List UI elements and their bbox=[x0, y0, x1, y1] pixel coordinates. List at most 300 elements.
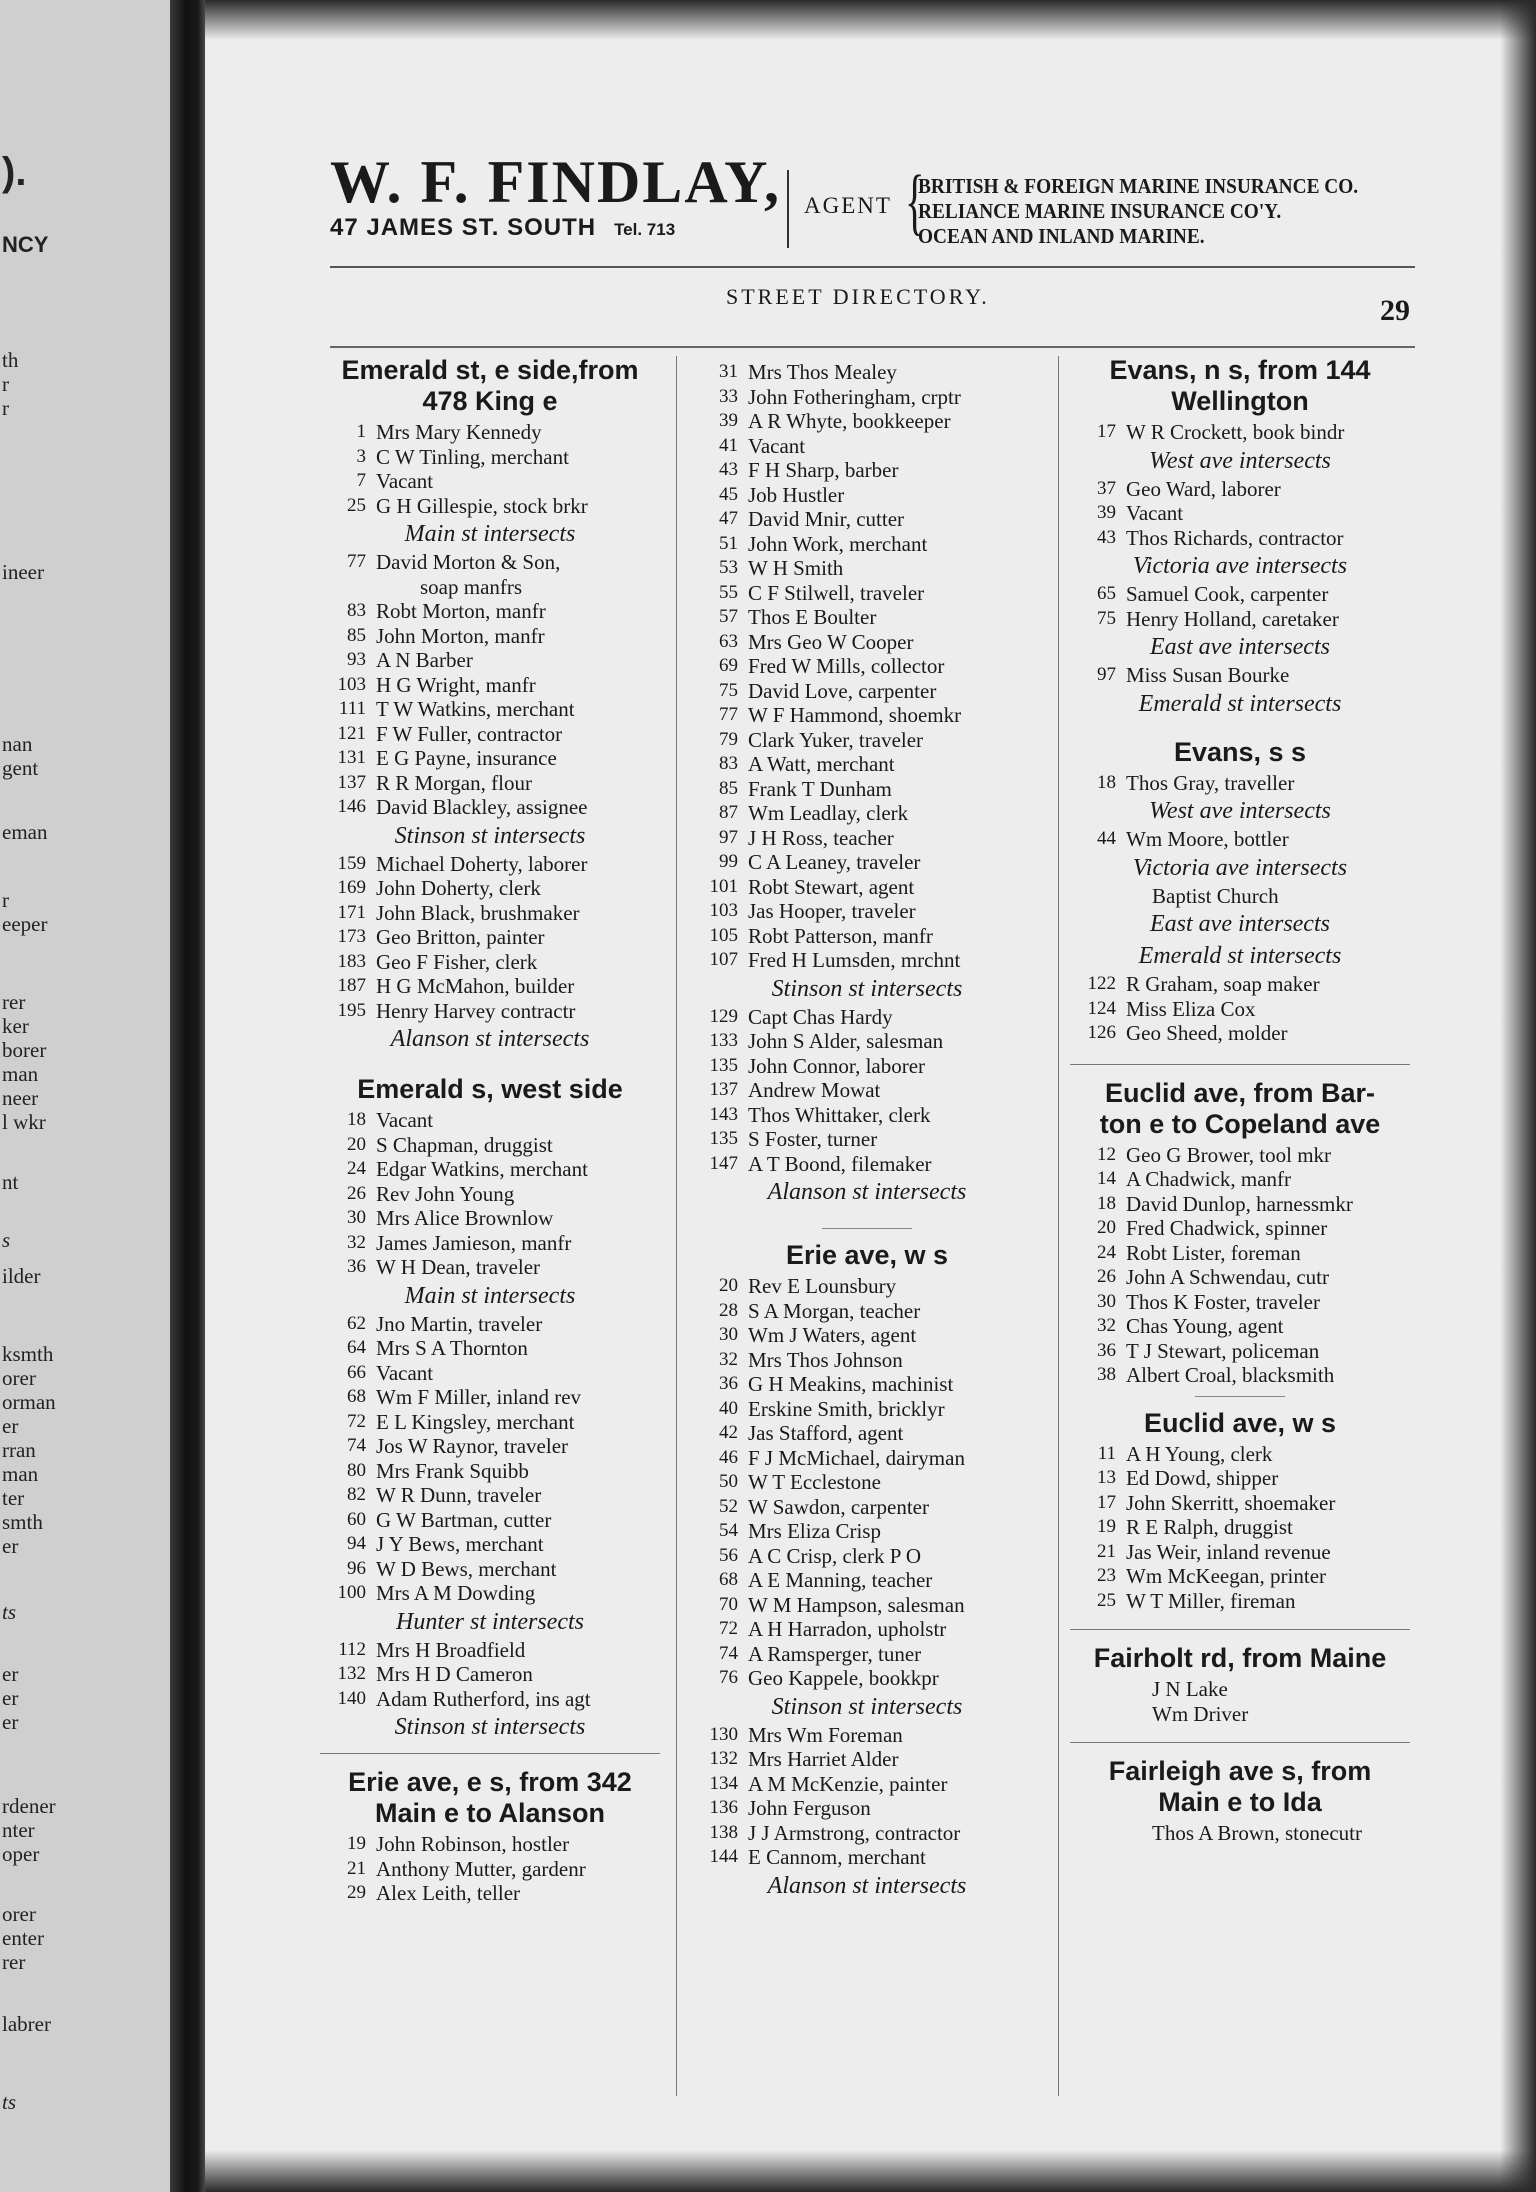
intersection-note: Alanson st intersects bbox=[390, 1026, 590, 1052]
resident-entry: soap manfrs bbox=[420, 574, 523, 599]
house-number: 131 bbox=[337, 747, 366, 768]
resident-entry: Geo Sheed, molder bbox=[1126, 1021, 1288, 1045]
entry-row bbox=[682, 1078, 1052, 1103]
house-number: 183 bbox=[337, 950, 366, 972]
resident-entry: Geo G Brower, tool mkr bbox=[1126, 1142, 1332, 1167]
entry-row bbox=[310, 1182, 670, 1207]
resident-entry: E L Kingsley, merchant bbox=[376, 1409, 575, 1434]
entry-row bbox=[310, 1255, 670, 1280]
entry-row bbox=[682, 1029, 1052, 1054]
entry-row bbox=[310, 1231, 670, 1256]
entry-row bbox=[682, 801, 1052, 826]
entry-row bbox=[682, 1127, 1052, 1152]
entry-row bbox=[310, 1108, 670, 1133]
resident-entry: W Sawdon, carpenter bbox=[748, 1494, 929, 1519]
entry-row bbox=[682, 1519, 1052, 1544]
resident-entry: Wm F Miller, inland rev bbox=[376, 1385, 582, 1409]
entry-row bbox=[310, 795, 670, 820]
left-page-text: r bbox=[2, 396, 9, 420]
section-heading: Emerald s, west side bbox=[357, 1074, 623, 1104]
entry-row bbox=[310, 1557, 670, 1582]
entry-row bbox=[682, 1103, 1052, 1128]
house-number: 83 bbox=[719, 753, 738, 774]
resident-entry: A Chadwick, manfr bbox=[1126, 1167, 1292, 1191]
resident-entry: Geo Ward, laborer bbox=[1126, 476, 1281, 501]
left-page-text: orman bbox=[2, 1390, 56, 1414]
left-page-text: ker bbox=[2, 1014, 29, 1038]
scan-bottom-edge bbox=[205, 2150, 1536, 2192]
resident-entry: John Doherty, clerk bbox=[376, 876, 541, 900]
resident-entry: Geo Britton, painter bbox=[376, 925, 545, 949]
heading-line: Fairleigh ave s, from bbox=[1108, 1756, 1372, 1786]
left-page-text: smth bbox=[2, 1510, 43, 1534]
house-number: 30 bbox=[719, 1324, 738, 1345]
intersection-note: Stinson st intersects bbox=[394, 1714, 586, 1740]
left-page-text: r bbox=[2, 372, 9, 396]
entry-row bbox=[1060, 1314, 1420, 1339]
entry-list bbox=[310, 420, 670, 518]
resident-entry: Ed Dowd, shipper bbox=[1126, 1466, 1279, 1490]
entry-row bbox=[1060, 501, 1420, 526]
left-page-text: rer bbox=[2, 990, 26, 1014]
advert-insurance-line: OCEAN AND INLAND MARINE. bbox=[918, 224, 1205, 248]
entry-row bbox=[1060, 1540, 1420, 1565]
entry-row bbox=[310, 1206, 670, 1231]
entry-text: J N Lake bbox=[1152, 1677, 1228, 1701]
house-number: 13 bbox=[1097, 1467, 1116, 1488]
entry-row bbox=[682, 679, 1052, 704]
entry-row bbox=[682, 654, 1052, 679]
entry-row bbox=[310, 494, 670, 519]
column-rule bbox=[1058, 356, 1059, 2096]
house-number: 173 bbox=[337, 926, 366, 947]
entry-row bbox=[310, 575, 670, 600]
entry-row bbox=[310, 1687, 670, 1712]
entry-row bbox=[1060, 1216, 1420, 1241]
resident-entry: Mrs Thos Johnson bbox=[748, 1347, 903, 1372]
heading-line: Evans, n s, from 144 bbox=[1109, 355, 1371, 385]
resident-entry: John Skerritt, shoemaker bbox=[1126, 1490, 1336, 1515]
resident-entry: T W Watkins, merchant bbox=[376, 697, 575, 721]
house-number: 68 bbox=[347, 1386, 366, 1407]
house-number: 93 bbox=[347, 649, 366, 670]
section-rule bbox=[1070, 1064, 1410, 1065]
house-number: 18 bbox=[347, 1109, 366, 1130]
left-page-text: ilder bbox=[2, 1264, 41, 1288]
heading-line: 478 King e bbox=[422, 386, 558, 416]
resident-entry: Thos Whittaker, clerk bbox=[748, 1102, 931, 1127]
entry-row bbox=[682, 1005, 1052, 1030]
section-heading: Evans, s s bbox=[1173, 736, 1307, 767]
entry-row bbox=[682, 1821, 1052, 1846]
resident-entry: Mrs H Broadfield bbox=[376, 1637, 526, 1662]
entry-row bbox=[682, 1593, 1052, 1618]
entry-list bbox=[682, 360, 1052, 973]
house-number: 44 bbox=[1097, 828, 1116, 849]
entry-row bbox=[310, 1312, 670, 1337]
section-emerald-west-continued bbox=[682, 360, 1052, 1208]
house-number: 195 bbox=[337, 999, 366, 1021]
intersection-note: West ave intersects bbox=[1149, 798, 1331, 824]
house-number: 100 bbox=[337, 1582, 366, 1603]
entry-row bbox=[310, 950, 670, 975]
house-number: 107 bbox=[709, 949, 738, 970]
resident-entry: Chas Young, agent bbox=[1126, 1314, 1284, 1338]
entry-list bbox=[310, 1638, 670, 1712]
entry-list bbox=[310, 1108, 670, 1280]
intersection-note: Stinson st intersects bbox=[771, 1693, 963, 1720]
entry-row bbox=[310, 697, 670, 722]
intersection-note: Main st intersects bbox=[404, 1282, 576, 1309]
entry-row bbox=[1060, 1143, 1420, 1168]
entry-row bbox=[310, 1410, 670, 1435]
house-number: 39 bbox=[719, 410, 738, 431]
house-number: 52 bbox=[719, 1495, 738, 1517]
heading-line: Main e to Ida bbox=[1158, 1787, 1322, 1817]
resident-entry: Miss Susan Bourke bbox=[1126, 663, 1290, 687]
resident-entry: Mrs Wm Foreman bbox=[748, 1722, 903, 1747]
house-number: 138 bbox=[709, 1821, 738, 1843]
resident-entry: F H Sharp, barber bbox=[748, 458, 899, 482]
left-page-text: er bbox=[2, 1414, 19, 1438]
advert-address bbox=[330, 214, 675, 242]
resident-entry: Jos W Raynor, traveler bbox=[376, 1434, 569, 1458]
entry-row bbox=[310, 599, 670, 624]
resident-entry: Mrs Harriet Alder bbox=[748, 1747, 899, 1771]
resident-entry: Robt Patterson, manfr bbox=[748, 923, 933, 948]
left-page-text: labrer bbox=[2, 2012, 51, 2036]
entry-row bbox=[1060, 1491, 1420, 1516]
heading-line: Emerald st, e side,from bbox=[341, 355, 639, 385]
entry-row bbox=[310, 925, 670, 950]
house-number: 46 bbox=[719, 1446, 738, 1468]
left-page-text: er bbox=[2, 1534, 19, 1558]
entry-row bbox=[310, 722, 670, 747]
house-number: 85 bbox=[347, 624, 366, 646]
entry-row bbox=[1060, 1167, 1420, 1192]
house-number: 47 bbox=[719, 508, 738, 529]
entry-list bbox=[310, 550, 670, 820]
resident-entry: C A Leaney, traveler bbox=[748, 850, 921, 874]
entry-row bbox=[682, 850, 1052, 875]
resident-entry: G H Meakins, machinist bbox=[748, 1372, 954, 1396]
intersection-note: Stinson st intersects bbox=[771, 975, 963, 1002]
entry-row bbox=[310, 1532, 670, 1557]
entry-row bbox=[310, 1336, 670, 1361]
resident-entry: W F Hammond, shoemkr bbox=[748, 703, 962, 727]
section-euclid-east bbox=[1060, 1075, 1420, 1388]
entry-row bbox=[310, 876, 670, 901]
house-number: 51 bbox=[719, 532, 738, 554]
house-number: 144 bbox=[709, 1846, 738, 1867]
section-fairholt bbox=[1060, 1640, 1420, 1726]
resident-entry: E G Payne, insurance bbox=[376, 746, 557, 770]
entry-row bbox=[682, 1544, 1052, 1569]
resident-entry: Edgar Watkins, merchant bbox=[376, 1157, 588, 1181]
resident-entry: Frank T Dunham bbox=[748, 776, 892, 801]
left-page-text: man bbox=[2, 1062, 39, 1086]
left-page-text: eeper bbox=[2, 912, 48, 936]
entry-row bbox=[682, 777, 1052, 802]
section-heading bbox=[1060, 1753, 1420, 1821]
resident-entry: C W Tinling, merchant bbox=[376, 444, 569, 469]
resident-entry: Mrs Geo W Cooper bbox=[748, 629, 914, 654]
entry-row bbox=[682, 899, 1052, 924]
left-page-text: orer bbox=[2, 1902, 36, 1926]
entry-list bbox=[310, 1312, 670, 1606]
house-number: 137 bbox=[709, 1079, 738, 1100]
house-number: 14 bbox=[1097, 1168, 1116, 1189]
house-number: 62 bbox=[347, 1312, 366, 1334]
entry-row bbox=[310, 1361, 670, 1386]
intersection-note: Stinson st intersects bbox=[394, 822, 586, 849]
house-number: 19 bbox=[1097, 1516, 1116, 1537]
house-number: 132 bbox=[337, 1663, 366, 1684]
left-page-text: ter bbox=[2, 1486, 25, 1510]
resident-entry: A Watt, merchant bbox=[748, 752, 895, 776]
house-number: 121 bbox=[337, 722, 366, 744]
entry-list bbox=[682, 1005, 1052, 1177]
left-page-text: ts bbox=[2, 1600, 17, 1624]
resident-entry: W R Dunn, traveler bbox=[376, 1483, 542, 1507]
entry-row bbox=[310, 1157, 670, 1182]
left-page-text: orer bbox=[2, 1366, 36, 1390]
house-number: 12 bbox=[1097, 1143, 1116, 1165]
intersection-note: West ave intersects bbox=[1149, 447, 1331, 474]
section-fairleigh bbox=[1060, 1753, 1420, 1846]
resident-entry: Jas Weir, inland revenue bbox=[1126, 1539, 1331, 1564]
left-page-text: nter bbox=[2, 1818, 35, 1842]
entry-list bbox=[1060, 1442, 1420, 1614]
church-name: Baptist Church bbox=[1152, 883, 1279, 908]
entry-row bbox=[682, 556, 1052, 581]
resident-entry: Vacant bbox=[376, 1108, 434, 1132]
house-number: 72 bbox=[347, 1410, 366, 1432]
resident-entry: H G McMahon, builder bbox=[376, 974, 575, 998]
left-page-text: l wkr bbox=[2, 1110, 46, 1134]
section-emerald-west bbox=[310, 1071, 670, 1743]
house-number: 143 bbox=[709, 1103, 738, 1125]
resident-entry: Erskine Smith, bricklyr bbox=[748, 1396, 945, 1421]
entry-row bbox=[682, 507, 1052, 532]
resident-entry: A R Whyte, bookkeeper bbox=[748, 409, 951, 433]
heading-line: Wellington bbox=[1171, 386, 1309, 416]
section-euclid-west bbox=[1060, 1405, 1420, 1614]
house-number: 32 bbox=[347, 1231, 366, 1253]
resident-entry: Mrs Alice Brownlow bbox=[376, 1206, 554, 1230]
house-number: 136 bbox=[709, 1797, 738, 1818]
heading-line: Main e to Alanson bbox=[374, 1798, 605, 1828]
entry-row bbox=[682, 581, 1052, 606]
entry-row bbox=[682, 1723, 1052, 1748]
left-page-fragment bbox=[0, 0, 190, 2192]
left-page-text: er bbox=[2, 1686, 19, 1710]
resident-entry: Geo Kappele, bookkpr bbox=[748, 1666, 939, 1690]
left-page-text: rer bbox=[2, 1950, 26, 1974]
resident-entry: David Mnir, cutter bbox=[748, 507, 905, 531]
intersection-note: Emerald st intersects bbox=[1138, 943, 1342, 969]
house-number: 69 bbox=[719, 655, 738, 676]
entry-list bbox=[682, 1723, 1052, 1870]
resident-entry: G W Bartman, cutter bbox=[376, 1507, 552, 1532]
advert-tel: Tel. 713 bbox=[614, 220, 676, 239]
resident-entry: John Fotheringham, crptr bbox=[748, 384, 961, 409]
entry-row bbox=[310, 469, 670, 494]
resident-entry: Job Hustler bbox=[748, 482, 845, 507]
entry-row bbox=[682, 458, 1052, 483]
house-number: 53 bbox=[719, 557, 738, 578]
entry-row bbox=[682, 1054, 1052, 1079]
entry-list bbox=[1060, 420, 1420, 445]
resident-entry: Vacant bbox=[376, 1360, 434, 1385]
resident-entry: S Chapman, druggist bbox=[376, 1132, 553, 1157]
resident-entry: R Graham, soap maker bbox=[1126, 972, 1320, 996]
resident-entry: A T Boond, filemaker bbox=[748, 1151, 932, 1176]
resident-entry: Andrew Mowat bbox=[748, 1078, 881, 1102]
left-page-text: borer bbox=[2, 1038, 47, 1062]
house-number: 41 bbox=[719, 434, 738, 456]
house-number: 135 bbox=[709, 1128, 738, 1149]
left-page-text: neer bbox=[2, 1086, 39, 1110]
house-number: 75 bbox=[719, 679, 738, 701]
section-heading bbox=[1060, 352, 1420, 420]
entry-row bbox=[682, 1495, 1052, 1520]
entry-row bbox=[1060, 1821, 1420, 1846]
resident-entry: Wm J Waters, agent bbox=[748, 1323, 917, 1347]
house-number: 17 bbox=[1097, 421, 1116, 442]
house-number: 56 bbox=[719, 1544, 738, 1566]
entry-list bbox=[1060, 827, 1420, 852]
house-number: 21 bbox=[1097, 1540, 1116, 1562]
entry-row bbox=[682, 826, 1052, 851]
section-heading: Fairholt rd, from Maine bbox=[1093, 1643, 1387, 1673]
entry-row bbox=[682, 1152, 1052, 1177]
house-number: 169 bbox=[337, 877, 366, 898]
resident-entry: John Robinson, hostler bbox=[376, 1832, 570, 1856]
resident-entry: A H Young, clerk bbox=[1126, 1441, 1273, 1466]
entry-row bbox=[310, 648, 670, 673]
entry-row bbox=[1060, 1339, 1420, 1364]
house-number: 124 bbox=[1087, 997, 1116, 1019]
resident-entry: John Connor, laborer bbox=[748, 1053, 926, 1078]
house-number: 132 bbox=[709, 1748, 738, 1769]
resident-entry: Mrs Frank Squibb bbox=[376, 1458, 529, 1483]
entry-row bbox=[682, 483, 1052, 508]
entry-row bbox=[1060, 771, 1420, 796]
resident-entry: Jas Hooper, traveler bbox=[748, 899, 916, 923]
entry-row bbox=[682, 1446, 1052, 1471]
house-number: 63 bbox=[719, 630, 738, 652]
entry-row bbox=[682, 409, 1052, 434]
advert-street: 47 JAMES ST. SOUTH bbox=[330, 214, 597, 241]
house-number: 72 bbox=[719, 1618, 738, 1639]
resident-entry: Fred H Lumsden, mrchnt bbox=[748, 948, 961, 972]
entry-row bbox=[682, 1299, 1052, 1324]
house-number: 74 bbox=[719, 1642, 738, 1664]
left-page-text: ineer bbox=[2, 560, 44, 584]
resident-entry: W R Crockett, book bindr bbox=[1126, 420, 1345, 444]
section-erie-west bbox=[682, 1237, 1052, 1902]
house-number: 23 bbox=[1097, 1565, 1116, 1586]
entry-row bbox=[682, 1772, 1052, 1797]
resident-entry: Thos Richards, contractor bbox=[1126, 525, 1344, 550]
left-page-text: nan bbox=[2, 732, 33, 756]
resident-entry: J Y Bews, merchant bbox=[376, 1532, 544, 1556]
entry-row bbox=[1060, 1265, 1420, 1290]
resident-entry: Mrs A M Dowding bbox=[376, 1581, 536, 1605]
resident-entry: Wm McKeegan, printer bbox=[1126, 1564, 1327, 1588]
house-number: 3 bbox=[356, 445, 366, 467]
entry-row bbox=[1060, 1241, 1420, 1266]
house-number: 171 bbox=[337, 901, 366, 923]
house-number: 64 bbox=[347, 1337, 366, 1358]
house-number: 129 bbox=[709, 1005, 738, 1027]
resident-entry: Capt Chas Hardy bbox=[748, 1004, 893, 1029]
entry-row bbox=[1060, 997, 1420, 1022]
resident-entry: W T Miller, fireman bbox=[1126, 1588, 1296, 1613]
left-page-text: eman bbox=[2, 820, 48, 844]
resident-entry: W H Dean, traveler bbox=[376, 1255, 541, 1279]
resident-entry: David Morton & Son, bbox=[376, 550, 561, 574]
resident-entry: James Jamieson, manfr bbox=[376, 1230, 572, 1255]
resident-entry: Robt Stewart, agent bbox=[748, 874, 915, 899]
house-number: 68 bbox=[719, 1569, 738, 1590]
entry-row bbox=[682, 1666, 1052, 1691]
entry-row bbox=[682, 752, 1052, 777]
entry-row bbox=[310, 420, 670, 445]
resident-entry: Anthony Mutter, gardenr bbox=[376, 1856, 586, 1881]
house-number: 146 bbox=[337, 796, 366, 817]
entry-row bbox=[682, 924, 1052, 949]
entry-list bbox=[1060, 663, 1420, 688]
entry-row bbox=[1060, 1021, 1420, 1046]
advert-agent-label: AGENT bbox=[804, 193, 892, 218]
entry-row bbox=[1060, 1515, 1420, 1540]
entry-row bbox=[310, 1508, 670, 1533]
left-page-text: rdener bbox=[2, 1794, 56, 1818]
left-page-text: ksmth bbox=[2, 1342, 54, 1366]
resident-entry: A N Barber bbox=[376, 648, 473, 672]
resident-entry: Mrs Eliza Crisp bbox=[748, 1519, 881, 1543]
column-rule bbox=[676, 356, 677, 2096]
resident-entry: Thos Gray, traveller bbox=[1126, 770, 1295, 795]
entry-row bbox=[682, 1372, 1052, 1397]
house-number: 30 bbox=[347, 1207, 366, 1228]
book-gutter bbox=[170, 0, 210, 2192]
resident-entry: S A Morgan, teacher bbox=[748, 1298, 921, 1323]
entry-row bbox=[1060, 1564, 1420, 1589]
house-number: 18 bbox=[1097, 771, 1116, 793]
entry-row bbox=[310, 550, 670, 575]
resident-entry: John A Schwendau, cutr bbox=[1126, 1265, 1329, 1289]
intersection-note: Main st intersects bbox=[404, 521, 576, 547]
house-number: 19 bbox=[347, 1833, 366, 1854]
resident-entry: Wm Leadlay, clerk bbox=[748, 801, 909, 825]
house-number: 54 bbox=[719, 1520, 738, 1541]
entry-row bbox=[310, 1857, 670, 1882]
resident-entry: W M Hampson, salesman bbox=[748, 1592, 965, 1617]
section-evans-north bbox=[1060, 352, 1420, 720]
section-evans-south bbox=[1060, 734, 1420, 1046]
entry-row bbox=[310, 1638, 670, 1663]
entry-text: Wm Driver bbox=[1152, 1701, 1249, 1726]
left-page-text: ts bbox=[2, 2090, 17, 2114]
house-number: 20 bbox=[347, 1133, 366, 1155]
house-number: 74 bbox=[347, 1435, 366, 1456]
left-page-text: th bbox=[2, 348, 19, 372]
resident-entry: Jas Stafford, agent bbox=[748, 1421, 904, 1445]
entry-row bbox=[1060, 1192, 1420, 1217]
